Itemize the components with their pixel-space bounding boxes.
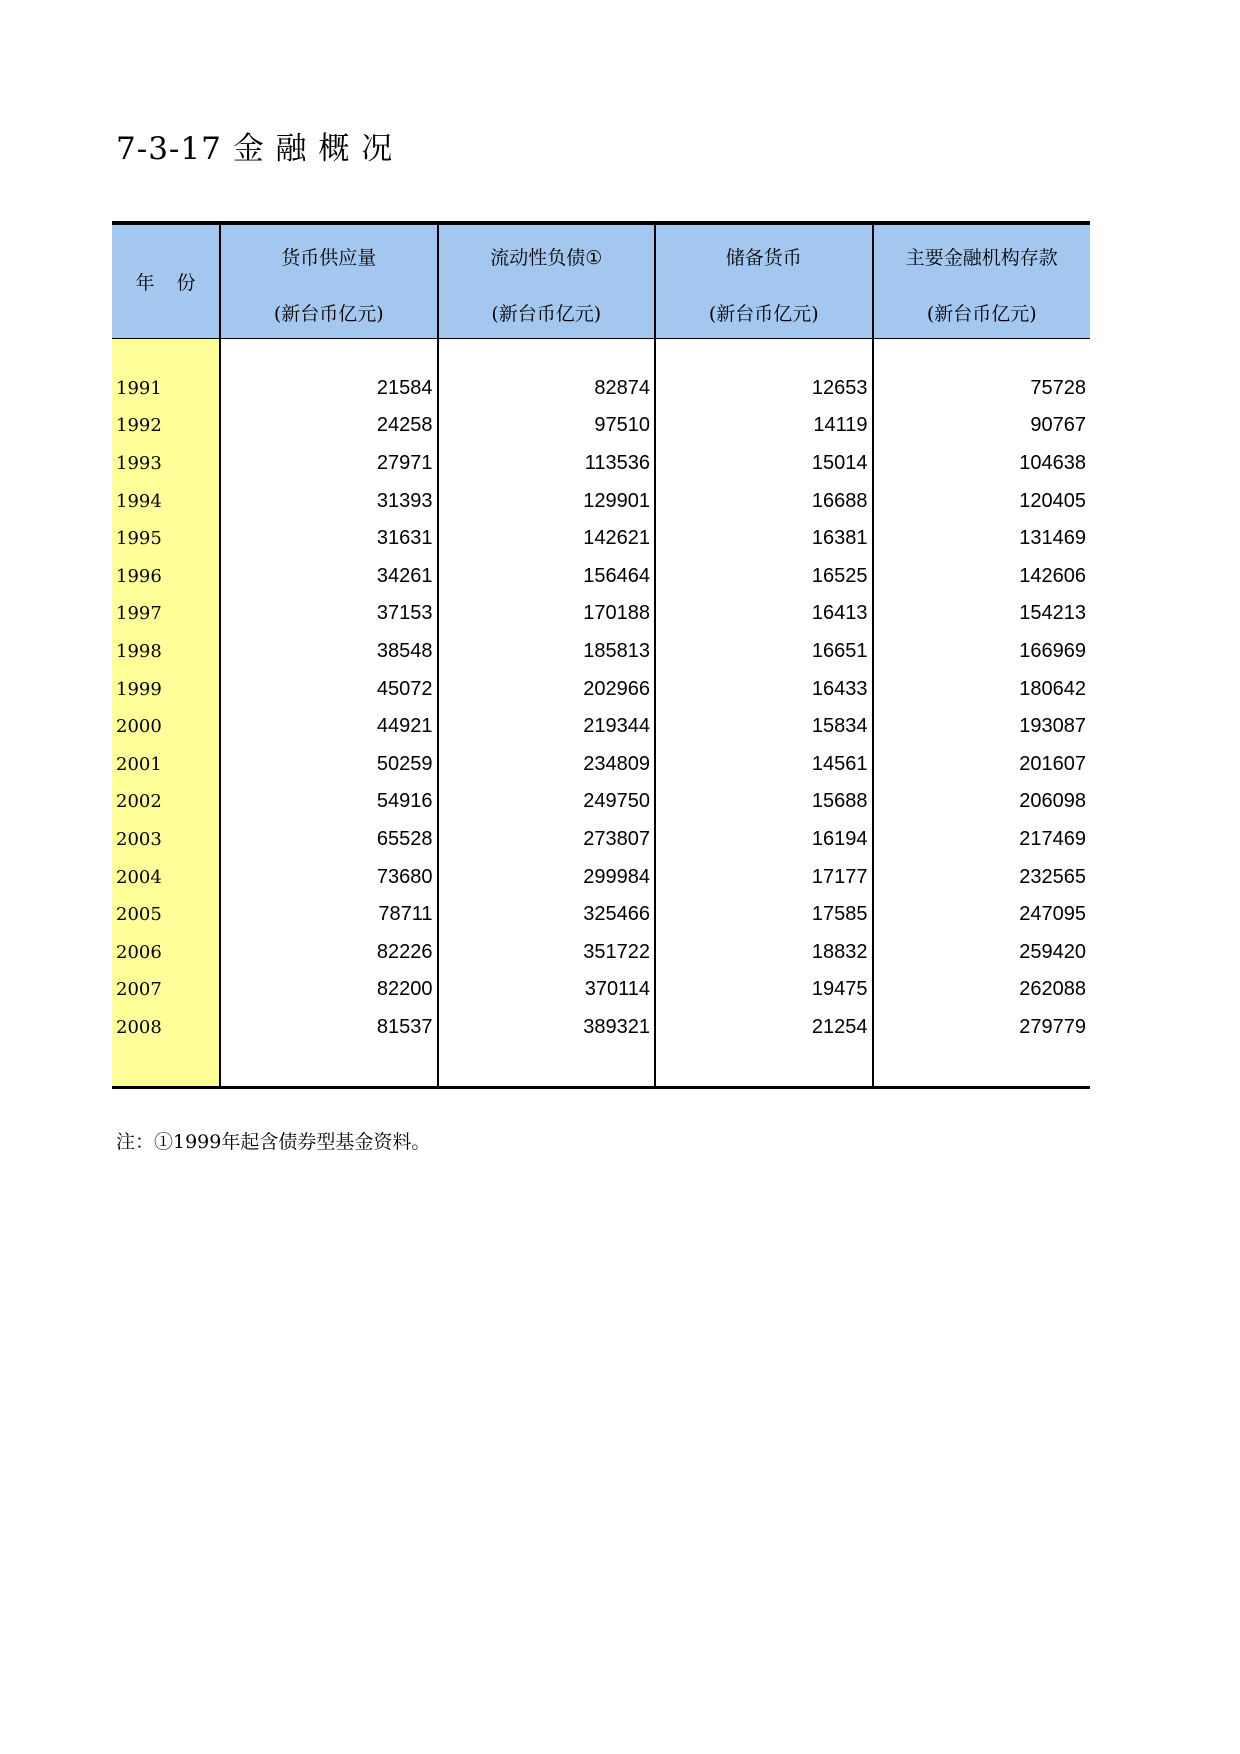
value-cell: 97510 bbox=[438, 407, 656, 445]
value-cell: 21254 bbox=[655, 1009, 873, 1047]
value-cell: 206098 bbox=[873, 783, 1091, 821]
value-cell: 16413 bbox=[655, 595, 873, 633]
value-cell: 16194 bbox=[655, 821, 873, 859]
value-cell: 219344 bbox=[438, 708, 656, 746]
value-cell: 325466 bbox=[438, 896, 656, 934]
value-cell: 38548 bbox=[220, 633, 438, 671]
year-cell: 1992 bbox=[112, 407, 220, 445]
value-cell: 15688 bbox=[655, 783, 873, 821]
value-cell: 81537 bbox=[220, 1009, 438, 1047]
spacer-row bbox=[112, 338, 1090, 370]
value-cell: 54916 bbox=[220, 783, 438, 821]
value-cell: 201607 bbox=[873, 745, 1091, 783]
table-row bbox=[112, 670, 1090, 708]
year-column-header bbox=[112, 223, 220, 338]
value-cell: 15834 bbox=[655, 708, 873, 746]
table-row bbox=[112, 858, 1090, 896]
value-cell: 16433 bbox=[655, 670, 873, 708]
value-cell: 166969 bbox=[873, 633, 1091, 671]
table-row bbox=[112, 520, 1090, 558]
table-row bbox=[112, 445, 1090, 483]
column-unit: (新台币亿元) bbox=[926, 303, 1037, 325]
table-row bbox=[112, 708, 1090, 746]
value-cell: 156464 bbox=[438, 557, 656, 595]
column-name: 储备货币 bbox=[725, 247, 802, 269]
value-cell: 16688 bbox=[655, 482, 873, 520]
liquid-liabilities-header bbox=[438, 223, 656, 338]
value-cell: 73680 bbox=[220, 858, 438, 896]
year-cell: 1994 bbox=[112, 482, 220, 520]
value-cell: 142606 bbox=[873, 557, 1091, 595]
value-cell: 24258 bbox=[220, 407, 438, 445]
table-row bbox=[112, 971, 1090, 1009]
value-cell: 247095 bbox=[873, 896, 1091, 934]
year-cell: 1995 bbox=[112, 520, 220, 558]
value-cell: 131469 bbox=[873, 520, 1091, 558]
year-cell: 2007 bbox=[112, 971, 220, 1009]
value-cell: 75728 bbox=[873, 370, 1091, 408]
year-cell: 2002 bbox=[112, 783, 220, 821]
value-cell: 44921 bbox=[220, 708, 438, 746]
value-cell: 129901 bbox=[438, 482, 656, 520]
page-title: 7-3-17 金 融 概 况 bbox=[116, 131, 394, 167]
value-cell: 15014 bbox=[655, 445, 873, 483]
value-cell: 65528 bbox=[220, 821, 438, 859]
value-cell: 259420 bbox=[873, 933, 1091, 971]
year-cell: 2006 bbox=[112, 933, 220, 971]
value-cell: 45072 bbox=[220, 670, 438, 708]
value-cell: 19475 bbox=[655, 971, 873, 1009]
value-cell: 17585 bbox=[655, 896, 873, 934]
year-cell: 1997 bbox=[112, 595, 220, 633]
value-cell: 279779 bbox=[873, 1009, 1091, 1047]
money-supply-header bbox=[220, 223, 438, 338]
table-header-row bbox=[112, 223, 1090, 338]
column-unit: (新台币亿元) bbox=[273, 303, 384, 325]
value-cell: 37153 bbox=[220, 595, 438, 633]
value-cell: 142621 bbox=[438, 520, 656, 558]
table-row bbox=[112, 557, 1090, 595]
value-cell: 82226 bbox=[220, 933, 438, 971]
end-spacer-row bbox=[112, 1046, 1090, 1088]
value-cell: 17177 bbox=[655, 858, 873, 896]
year-cell: 1993 bbox=[112, 445, 220, 483]
value-cell: 154213 bbox=[873, 595, 1091, 633]
value-cell: 82200 bbox=[220, 971, 438, 1009]
value-cell: 31631 bbox=[220, 520, 438, 558]
value-cell: 234809 bbox=[438, 745, 656, 783]
year-cell: 2004 bbox=[112, 858, 220, 896]
value-cell: 82874 bbox=[438, 370, 656, 408]
year-cell: 2000 bbox=[112, 708, 220, 746]
table-row bbox=[112, 821, 1090, 859]
value-cell: 16381 bbox=[655, 520, 873, 558]
reserve-money-header bbox=[655, 223, 873, 338]
year-cell: 2008 bbox=[112, 1009, 220, 1047]
year-cell: 2001 bbox=[112, 745, 220, 783]
value-cell: 14119 bbox=[655, 407, 873, 445]
table-row bbox=[112, 482, 1090, 520]
value-cell: 262088 bbox=[873, 971, 1091, 1009]
value-cell: 249750 bbox=[438, 783, 656, 821]
value-cell: 273807 bbox=[438, 821, 656, 859]
table-row bbox=[112, 783, 1090, 821]
value-cell: 50259 bbox=[220, 745, 438, 783]
column-unit: (新台币亿元) bbox=[708, 303, 819, 325]
year-cell: 2003 bbox=[112, 821, 220, 859]
value-cell: 14561 bbox=[655, 745, 873, 783]
year-cell: 2005 bbox=[112, 896, 220, 934]
value-cell: 351722 bbox=[438, 933, 656, 971]
year-cell: 1998 bbox=[112, 633, 220, 671]
value-cell: 12653 bbox=[655, 370, 873, 408]
value-cell: 16651 bbox=[655, 633, 873, 671]
value-cell: 34261 bbox=[220, 557, 438, 595]
table-row bbox=[112, 407, 1090, 445]
column-name: 货币供应量 bbox=[281, 247, 377, 269]
year-cell: 1999 bbox=[112, 670, 220, 708]
value-cell: 370114 bbox=[438, 971, 656, 1009]
deposits-header bbox=[873, 223, 1091, 338]
year-cell: 1996 bbox=[112, 557, 220, 595]
value-cell: 232565 bbox=[873, 858, 1091, 896]
finance-table bbox=[112, 221, 1090, 1089]
column-unit: (新台币亿元) bbox=[491, 303, 602, 325]
value-cell: 170188 bbox=[438, 595, 656, 633]
footnote: 注：①1999年起含债券型基金资料。 bbox=[116, 1131, 431, 1153]
value-cell: 27971 bbox=[220, 445, 438, 483]
value-cell: 31393 bbox=[220, 482, 438, 520]
column-name: 流动性负债① bbox=[490, 247, 603, 269]
value-cell: 104638 bbox=[873, 445, 1091, 483]
value-cell: 78711 bbox=[220, 896, 438, 934]
table-row bbox=[112, 370, 1090, 408]
value-cell: 120405 bbox=[873, 482, 1091, 520]
value-cell: 16525 bbox=[655, 557, 873, 595]
value-cell: 193087 bbox=[873, 708, 1091, 746]
table-row bbox=[112, 896, 1090, 934]
value-cell: 18832 bbox=[655, 933, 873, 971]
value-cell: 389321 bbox=[438, 1009, 656, 1047]
table-row bbox=[112, 933, 1090, 971]
value-cell: 113536 bbox=[438, 445, 656, 483]
value-cell: 180642 bbox=[873, 670, 1091, 708]
value-cell: 217469 bbox=[873, 821, 1091, 859]
table-row bbox=[112, 633, 1090, 671]
table-row bbox=[112, 745, 1090, 783]
value-cell: 90767 bbox=[873, 407, 1091, 445]
year-cell: 1991 bbox=[112, 370, 220, 408]
year-header-label: 年份 bbox=[135, 271, 218, 294]
value-cell: 299984 bbox=[438, 858, 656, 896]
value-cell: 202966 bbox=[438, 670, 656, 708]
table-row bbox=[112, 595, 1090, 633]
value-cell: 185813 bbox=[438, 633, 656, 671]
value-cell: 21584 bbox=[220, 370, 438, 408]
column-name: 主要金融机构存款 bbox=[905, 247, 1058, 269]
table-row bbox=[112, 1009, 1090, 1047]
